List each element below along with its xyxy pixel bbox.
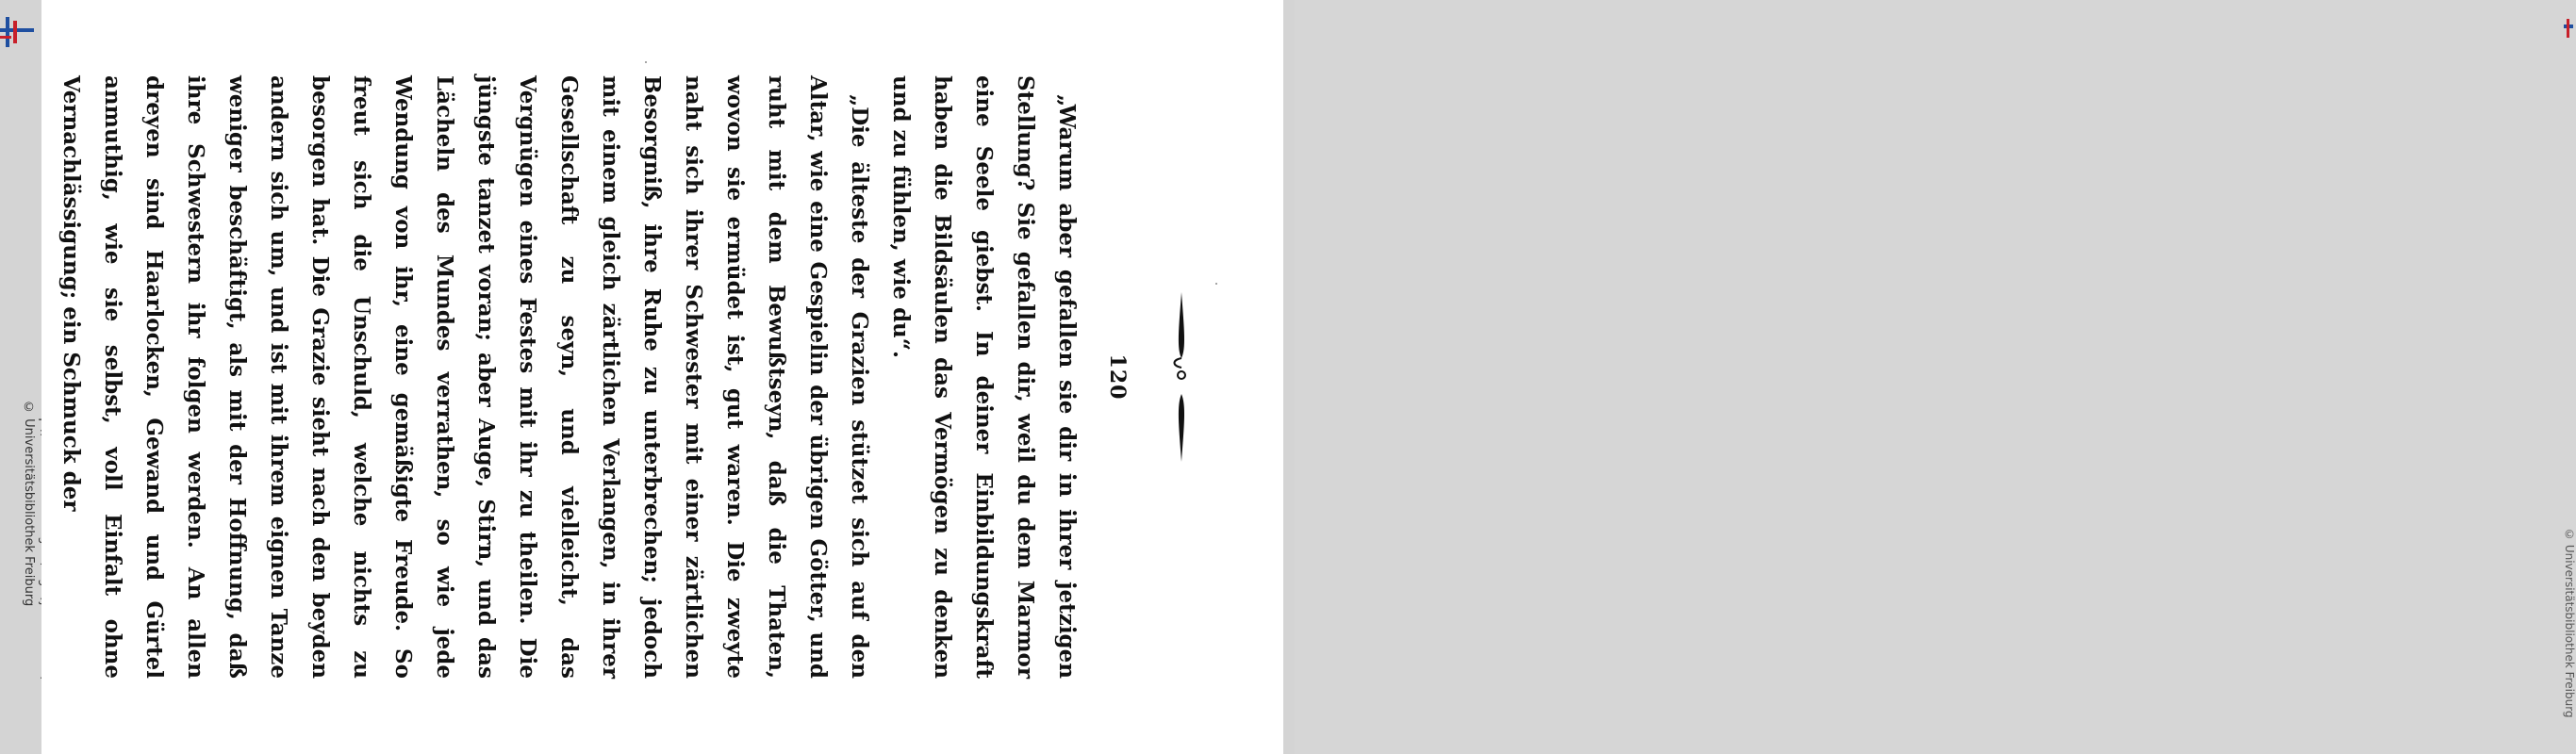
copyright-notice: © Universitätsbibliothek Freiburg xyxy=(22,401,36,607)
library-logo-icon xyxy=(2564,19,2573,38)
scan-speck xyxy=(1215,283,1217,285)
right-gutter xyxy=(1283,0,2576,754)
paragraph: „Warum aber gefallen sie dir in ihrer jetzigen Stellung? Sie gefallen dir, weil du dem Marmor eine Seele giebst. In deiner Einbildungskraft haben die Bildsäulen das Vermögen zu denken und zu fühlen, wie du“. xyxy=(888,75,1080,679)
page-text xyxy=(50,75,1138,679)
paragraph: „Die älteste der Grazien stützet sich auf den Altar, wie eine Gespielin der übrigen Götter, und ruht mit dem Bewußtseyn, daß die Thaten, wovon sie ermüdet ist, gut waren. Die zweyte naht sich ihrer Schwester mit einer zärtlichen Besorgniß, ihre Ruhe zu unterbrechen; jedoch mit einem gleich zärtlichen Verlangen, in ihrer Gesellschaft zu seyn, und vielleicht, das Vergnügen eines Festes mit ihr zu theilen. Die jüngste tanzet voran; aber Auge, Stirn, und das Lächeln des Mundes verrathen, so wie jede Wendung von ihr, eine gemäßigte Freude. So freut sich die Unschuld, welche nichts zu besorgen hat. Die Grazie sieht nach den beyden andern sich um, und ist mit ihrem eignen Tanze weniger beschäftigt, als mit der Hoffnung, daß ihre Schwestern ihr folgen werden. An allen dreyen sind Haarlocken, Gewand und Gürtel anmuthig, wie sie selbst, voll Einfalt ohne Vernachlässigung; ein Schmuck der xyxy=(58,75,872,679)
left-gutter xyxy=(0,0,41,754)
scan-speck xyxy=(645,61,647,63)
library-logo-icon xyxy=(0,17,34,47)
copyright-notice-right: © Universitätsbibliothek Freiburg xyxy=(2563,528,2576,718)
ornament-divider-icon xyxy=(1158,292,1205,462)
page-number: 120 xyxy=(1105,353,1130,401)
